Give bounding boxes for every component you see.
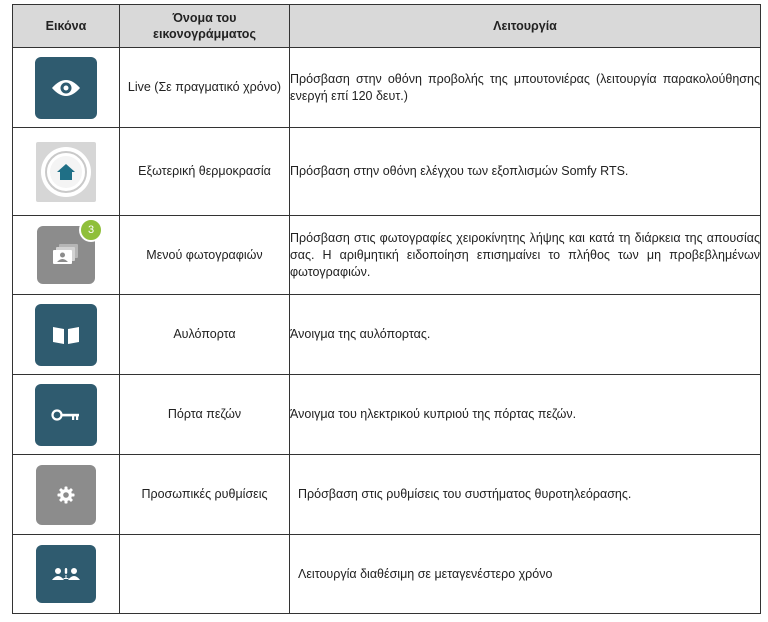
icon-cell [13, 535, 120, 614]
users-tile [36, 545, 96, 603]
icon-name: Προσωπικές ρυθμίσεις [120, 455, 290, 535]
key-tile [35, 384, 97, 446]
icon-cell [13, 48, 120, 128]
icon-function: Λειτουργία διαθέσιμη σε μεταγενέστερο χρόνο [290, 535, 761, 614]
icon-cell [13, 375, 120, 455]
icon-cell [13, 216, 120, 295]
icon-name: Εξωτερική θερμοκρασία [120, 128, 290, 216]
gear-tile [36, 465, 96, 525]
icon-table [12, 4, 761, 614]
icon-function: Πρόσβαση στην οθόνη προβολής της μπουτονιέρας (λειτουργία παρακολούθησης ενεργή επί 120 δευτ.) [290, 48, 761, 128]
home-tile [36, 142, 96, 202]
home-icon [38, 144, 94, 200]
header-function: Λειτουργία [290, 5, 761, 48]
gate-icon [51, 324, 81, 346]
icon-function: Πρόσβαση στις ρυθμίσεις του συστήματος θυροτηλεόρασης. [290, 455, 761, 535]
table-header-row [13, 5, 761, 48]
users-icon [51, 566, 81, 582]
photos-icon [52, 243, 80, 267]
notification-badge: 3 [79, 218, 103, 242]
table-row [13, 535, 761, 614]
gate-tile [35, 304, 97, 366]
key-icon [51, 408, 81, 422]
header-name-text: Όνομα του εικονογράμματος [153, 11, 256, 41]
table-row [13, 295, 761, 375]
icon-cell [13, 128, 120, 216]
icon-name: Μενού φωτογραφιών [120, 216, 290, 295]
header-name [120, 5, 290, 48]
table-row [13, 216, 761, 295]
icon-cell [13, 455, 120, 535]
icon-function: Άνοιγμα του ηλεκτρικού κυπριού της πόρτας πεζών. [290, 375, 761, 455]
icon-name: Αυλόπορτα [120, 295, 290, 375]
gear-icon [57, 486, 75, 504]
table-row [13, 375, 761, 455]
header-image: Εικόνα [13, 5, 120, 48]
icon-cell [13, 295, 120, 375]
icon-name [120, 535, 290, 614]
icon-function: Πρόσβαση στις φωτογραφίες χειροκίνητης λήψης και κατά τη διάρκεια της απουσίας σας. Η αριθμητική ειδοποίηση επισημαίνει το πλήθος των μη προβεβλημένων φωτογραφιών. [290, 216, 761, 295]
icon-function: Πρόσβαση στην οθόνη ελέγχου των εξοπλισμών Somfy RTS. [290, 128, 761, 216]
icon-function: Άνοιγμα της αυλόπορτας. [290, 295, 761, 375]
table-row [13, 455, 761, 535]
icon-name: Live (Σε πραγματικό χρόνο) [120, 48, 290, 128]
icon-name: Πόρτα πεζών [120, 375, 290, 455]
table-row [13, 128, 761, 216]
eye-icon [51, 78, 81, 98]
photos-tile [37, 226, 95, 284]
table-row [13, 48, 761, 128]
eye-tile [35, 57, 97, 119]
